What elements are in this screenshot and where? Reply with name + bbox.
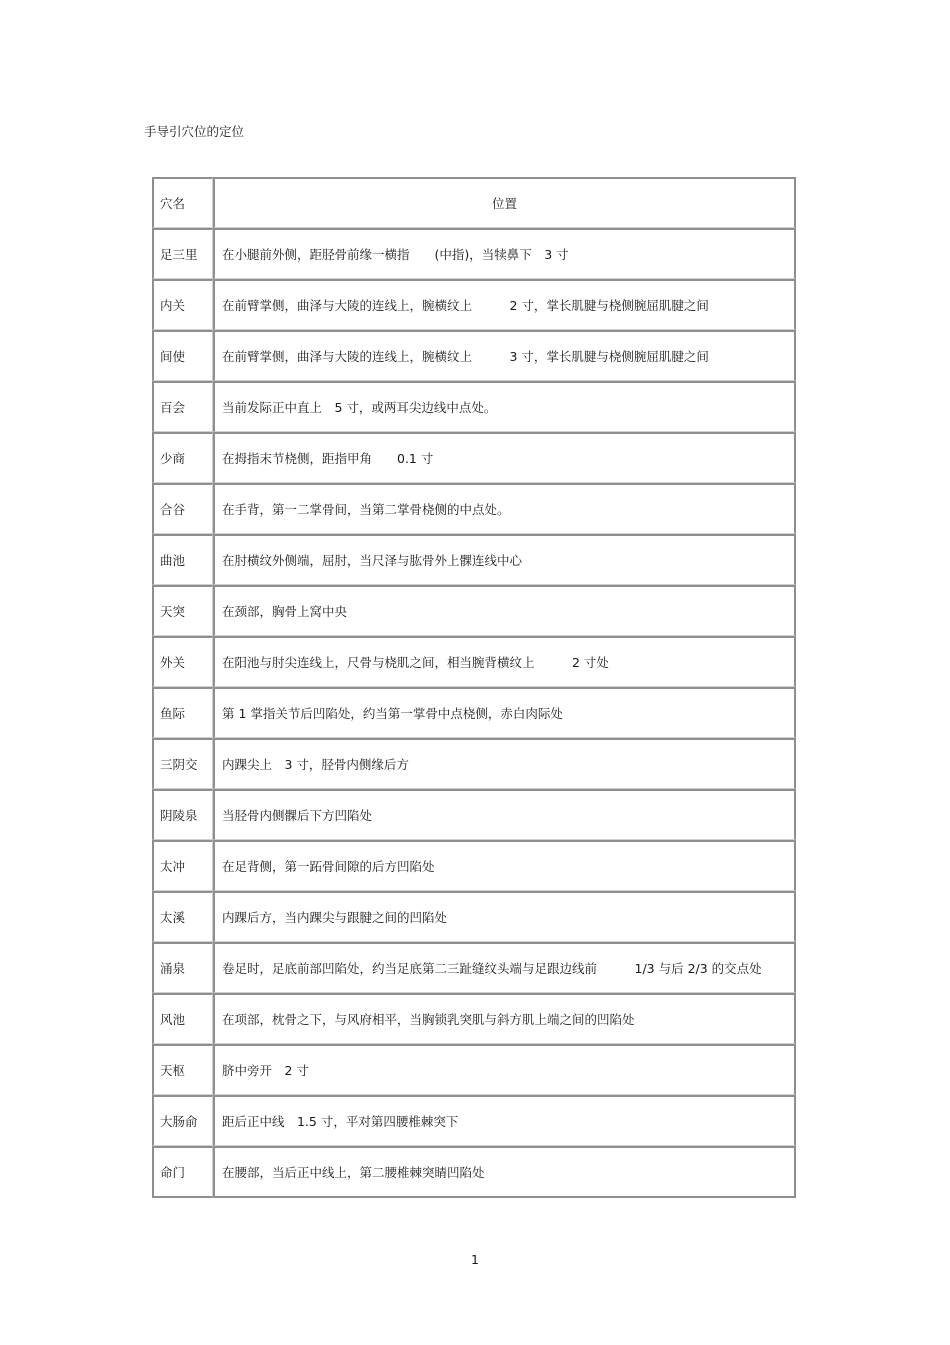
table-row: [152, 1146, 796, 1198]
table-row: [152, 381, 796, 432]
acupoint-name-cell: 间使: [152, 330, 213, 381]
table-row: [152, 840, 796, 891]
table-row: [152, 1044, 796, 1095]
acupoint-position-cell: 在肘横纹外侧端，屈肘，当尺泽与肱骨外上髁连线中心: [213, 534, 796, 585]
table-row: [152, 738, 796, 789]
acupoint-name-cell: 曲池: [152, 534, 213, 585]
table-row: [152, 993, 796, 1044]
acupoint-name-cell: 天枢: [152, 1044, 213, 1095]
acupoint-name-cell: 少商: [152, 432, 213, 483]
header-position-cell: 位置: [213, 177, 796, 228]
table-header-row: [152, 177, 796, 228]
acupoint-position-cell: 在拇指末节桡侧，距指甲角 0.1 寸: [213, 432, 796, 483]
acupoint-position-cell: 在阳池与肘尖连线上，尺骨与桡肌之间，相当腕背横纹上 2 寸处: [213, 636, 796, 687]
acupoint-position-cell: 卷足时，足底前部凹陷处，约当足底第二三趾缝纹头端与足跟边线前 1/3 与后 2/3 的交点处: [213, 942, 796, 993]
acupoint-name-cell: 足三里: [152, 228, 213, 279]
acupoint-name-cell: 太溪: [152, 891, 213, 942]
acupoint-position-cell: 内踝尖上 3 寸，胫骨内侧缘后方: [213, 738, 796, 789]
acupoint-name-cell: 天突: [152, 585, 213, 636]
header-name-cell: 穴名: [152, 177, 213, 228]
acupoint-name-cell: 太冲: [152, 840, 213, 891]
acupoint-name-cell: 三阴交: [152, 738, 213, 789]
acupoint-name-cell: 百会: [152, 381, 213, 432]
acupoint-name-cell: 内关: [152, 279, 213, 330]
acupoint-name-cell: 鱼际: [152, 687, 213, 738]
acupoint-table-body: [152, 177, 796, 1198]
table-row: [152, 330, 796, 381]
acupoint-name-cell: 合谷: [152, 483, 213, 534]
acupoint-position-cell: 距后正中线 1.5 寸，平对第四腰椎棘突下: [213, 1095, 796, 1146]
acupoint-position-cell: 在前臂掌侧，曲泽与大陵的连线上，腕横纹上 3 寸，掌长肌腱与桡侧腕屈肌腱之间: [213, 330, 796, 381]
table-row: [152, 585, 796, 636]
table-row: [152, 789, 796, 840]
acupoint-name-cell: 阴陵泉: [152, 789, 213, 840]
acupoint-name-cell: 命门: [152, 1146, 213, 1198]
acupoint-position-cell: 在足背侧，第一跖骨间隙的后方凹陷处: [213, 840, 796, 891]
page-number: 1: [471, 1252, 479, 1267]
table-row: [152, 534, 796, 585]
table-row: [152, 636, 796, 687]
table-row: [152, 942, 796, 993]
table-row: [152, 687, 796, 738]
acupoint-name-cell: 风池: [152, 993, 213, 1044]
acupoint-position-cell: 脐中旁开 2 寸: [213, 1044, 796, 1095]
page-title: 手导引穴位的定位: [144, 124, 245, 139]
acupoint-position-cell: 在项部，枕骨之下，与风府相平，当胸锁乳突肌与斜方肌上端之间的凹陷处: [213, 993, 796, 1044]
table-row: [152, 891, 796, 942]
acupoint-name-cell: 涌泉: [152, 942, 213, 993]
table-row: [152, 1095, 796, 1146]
acupoint-position-cell: 在前臂掌侧，曲泽与大陵的连线上，腕横纹上 2 寸，掌长肌腱与桡侧腕屈肌腱之间: [213, 279, 796, 330]
table-row: [152, 432, 796, 483]
acupoint-position-cell: 当胫骨内侧髁后下方凹陷处: [213, 789, 796, 840]
table-row: [152, 483, 796, 534]
acupoint-name-cell: 大肠俞: [152, 1095, 213, 1146]
acupoint-position-cell: 在颈部，胸骨上窝中央: [213, 585, 796, 636]
acupoint-table: [152, 177, 796, 1198]
acupoint-position-cell: 第 1 掌指关节后凹陷处，约当第一掌骨中点桡侧，赤白肉际处: [213, 687, 796, 738]
acupoint-position-cell: 内踝后方，当内踝尖与跟腱之间的凹陷处: [213, 891, 796, 942]
acupoint-position-cell: 在腰部，当后正中线上，第二腰椎棘突睛凹陷处: [213, 1146, 796, 1198]
acupoint-position-cell: 在小腿前外侧，距胫骨前缘一横指 (中指)，当犊鼻下 3 寸: [213, 228, 796, 279]
acupoint-position-cell: 当前发际正中直上 5 寸，或两耳尖边线中点处。: [213, 381, 796, 432]
acupoint-name-cell: 外关: [152, 636, 213, 687]
table-row: [152, 228, 796, 279]
table-row: [152, 279, 796, 330]
acupoint-position-cell: 在手背，第一二掌骨间，当第二掌骨桡侧的中点处。: [213, 483, 796, 534]
